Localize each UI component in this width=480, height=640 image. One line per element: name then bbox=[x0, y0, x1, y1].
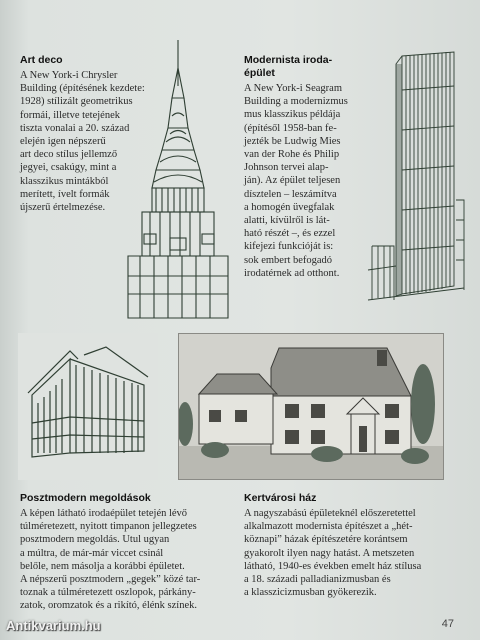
suburban-text: A nagyszabású épületeknél előszeretettel alkalmazott modernista építészet a „hét- köznapi” házak építészetére korántsem gyakorolt ilyen nagy hatást. A metszeten látható, 1940-es években emelt ház stílusa a 18. századi palladianizmusban és a klasszicizmusban gyökerezik. bbox=[244, 508, 422, 599]
house-drawing bbox=[179, 334, 443, 479]
postmodern-heading: Posztmodern megoldások bbox=[20, 492, 151, 504]
chrysler-building-illustration bbox=[120, 38, 238, 320]
watermark: Antikvarium.hu bbox=[6, 618, 101, 633]
page-number: 47 bbox=[441, 618, 454, 630]
postmodern-text: A képen látható irodaépület tetején lévő túlméretezett, nyitott timpanon jellegzetes posztmodern megoldás. Utul ugyan a múltra, de már-már viccet csinál belőle, nem másolja a korábbi épületet. A népszerű posztmodern „gegek” közé tar- toznak a túlméretezett oszlopok, párkány- zatok, oromzatok és a rikító, élénk színek. bbox=[20, 508, 201, 612]
modernist-heading: Modernista iroda- épület bbox=[244, 54, 333, 79]
modernist-text: A New York-i Seagram Building a modernizmus mus klasszikus példája (építésől 1958-ban fe- jezték be Ludwig Mies van der Rohe és Philip Johnson tervei alap- ján). Az épület teljesen dísztelen – leszámítva a homogén üvegfalak alatti, kívülről is lát- ható részét –, és ezzel kifejezi funkcióját is: sok embert befogadó irodatérnek ad otthont. bbox=[244, 83, 348, 279]
postmodern-building-illustration bbox=[18, 333, 158, 480]
suburban-house-engraving bbox=[178, 333, 444, 480]
artdeco-text: A New York-i Chrysler Building (építésének kezdete: 1928) stílizált geometrikus formái, illetve tetejének tiszta vonalai a 20. század elején igen népszerű art deco stílus jellemző jegyei, csakúgy, mint a klasszikus mintákból merített, ívelt formák újszerű értelmezése. bbox=[20, 70, 145, 214]
suburban-heading: Kertvárosi ház bbox=[244, 492, 317, 504]
artdeco-heading: Art deco bbox=[20, 54, 63, 66]
seagram-building-illustration bbox=[366, 50, 466, 305]
